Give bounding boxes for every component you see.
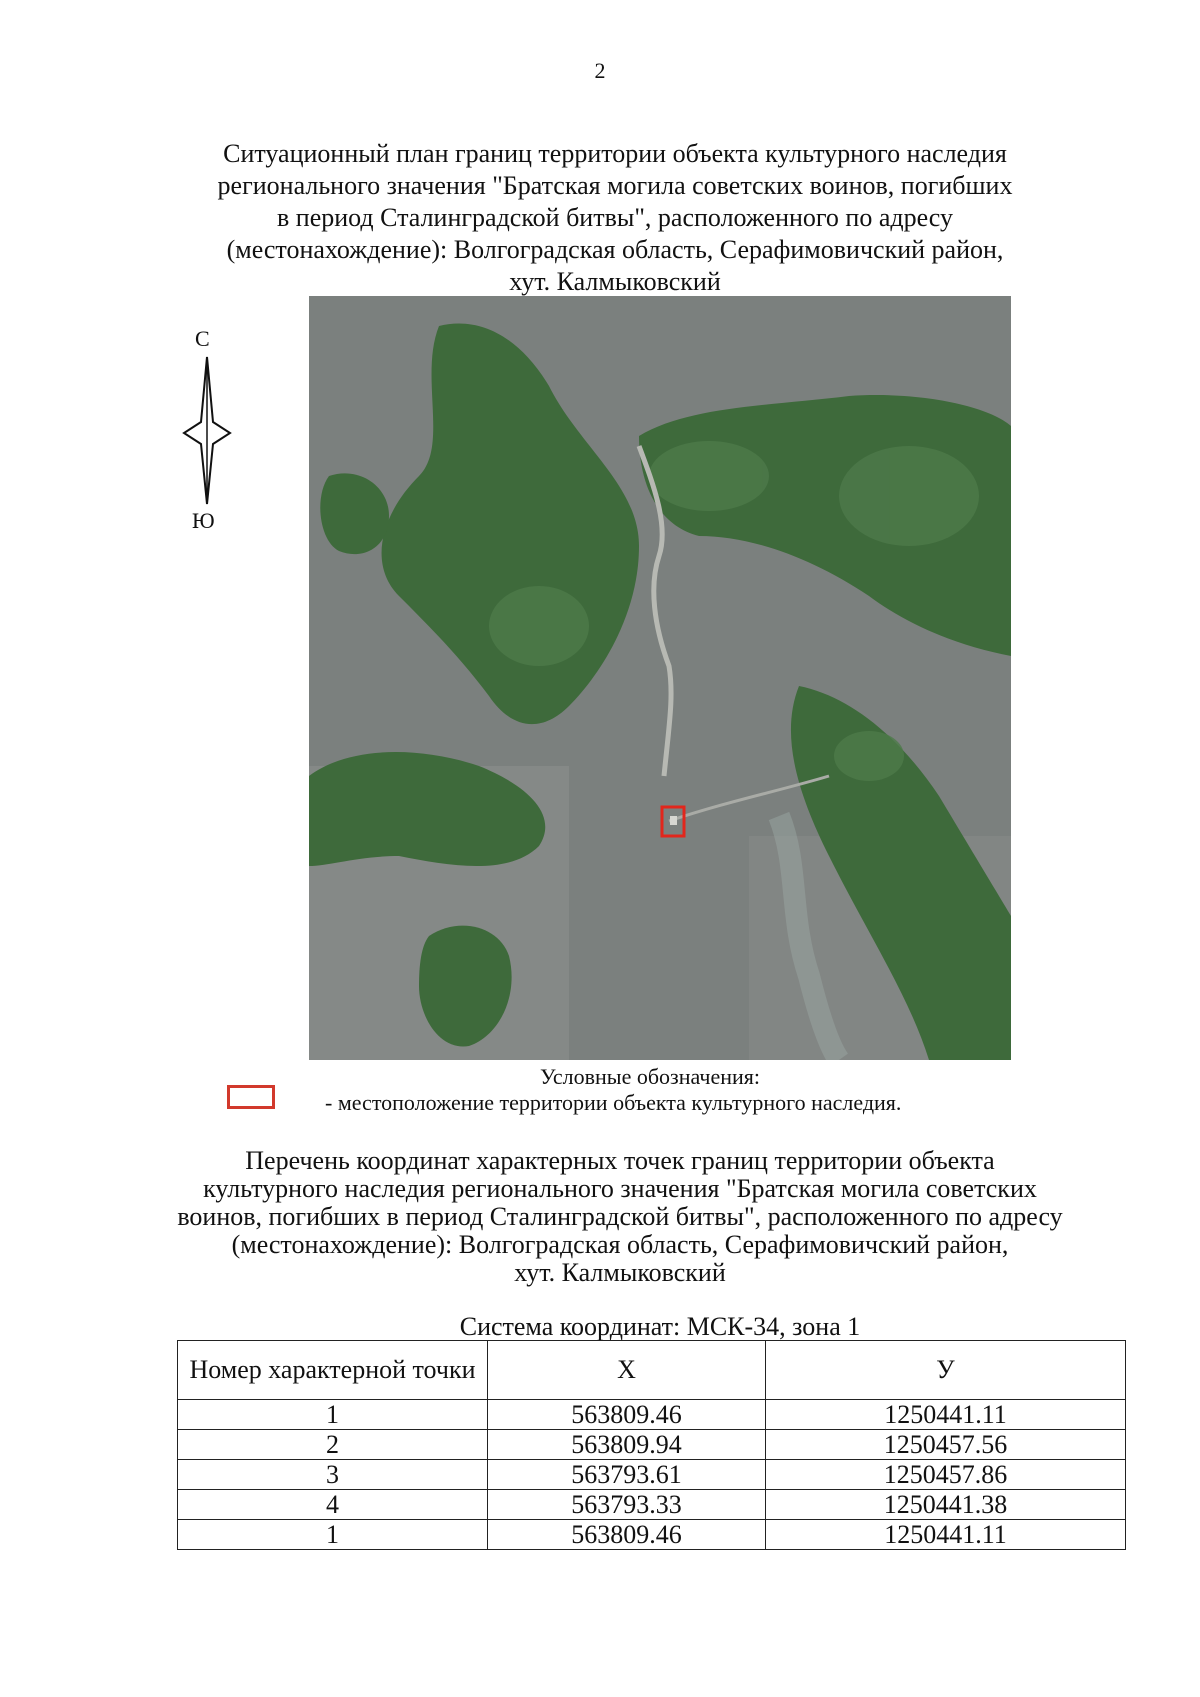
cell-point: 4 bbox=[178, 1490, 488, 1520]
legend-marker-swatch bbox=[227, 1085, 275, 1109]
plan-title-line: регионального значения "Братская могила советских воинов, погибших bbox=[217, 171, 1013, 200]
cell-y: 1250457.86 bbox=[766, 1460, 1126, 1490]
table-row bbox=[178, 1490, 1126, 1520]
table-row bbox=[178, 1400, 1126, 1430]
plan-title bbox=[180, 138, 1050, 298]
cell-x: 563809.94 bbox=[488, 1430, 766, 1460]
header-y: У bbox=[766, 1341, 1126, 1400]
coordinates-title-line: хут. Калмыковский bbox=[514, 1258, 726, 1287]
legend-title: Условные обозначения: bbox=[539, 1064, 761, 1089]
table-row bbox=[178, 1520, 1126, 1550]
cell-point: 1 bbox=[178, 1520, 488, 1550]
table-header-row bbox=[178, 1341, 1126, 1400]
coordinates-title-line: воинов, погибших в период Сталинградской битвы", расположенного по адресу bbox=[177, 1202, 1063, 1231]
cell-y: 1250457.56 bbox=[766, 1430, 1126, 1460]
coordinates-title-line: культурного наследия регионального значения "Братская могила советских bbox=[203, 1174, 1037, 1203]
compass-south-label: Ю bbox=[192, 508, 215, 533]
compass-north-label: С bbox=[195, 326, 210, 351]
coordinates-table bbox=[177, 1340, 1126, 1550]
cell-point: 1 bbox=[178, 1400, 488, 1430]
satellite-map-image bbox=[309, 296, 1011, 1060]
cell-y: 1250441.11 bbox=[766, 1520, 1126, 1550]
satellite-map bbox=[309, 296, 1011, 1060]
cell-y: 1250441.11 bbox=[766, 1400, 1126, 1430]
plan-title-line: Ситуационный план границ территории объекта культурного наследия bbox=[223, 139, 1007, 168]
legend-item-label: - местоположение территории объекта культурного наследия. bbox=[325, 1090, 902, 1115]
plan-title-line: в период Сталинградской битвы", расположенного по адресу bbox=[277, 203, 953, 232]
cell-y: 1250441.38 bbox=[766, 1490, 1126, 1520]
cell-x: 563809.46 bbox=[488, 1400, 766, 1430]
table-row bbox=[178, 1430, 1126, 1460]
cell-x: 563793.33 bbox=[488, 1490, 766, 1520]
plan-title-line: хут. Калмыковский bbox=[509, 267, 721, 296]
table-row bbox=[178, 1460, 1126, 1490]
header-x: X bbox=[488, 1341, 766, 1400]
coordinates-title-line: (местонахождение): Волгоградская область, Серафимовичский район, bbox=[231, 1230, 1009, 1259]
plan-title-line: (местонахождение): Волгоградская область, Серафимовичский район, bbox=[226, 235, 1004, 264]
header-point-number: Номер характерной точки bbox=[178, 1341, 488, 1400]
coordinates-title-line: Перечень координат характерных точек границ территории объекта bbox=[245, 1146, 995, 1175]
cell-point: 3 bbox=[178, 1460, 488, 1490]
cell-x: 563793.61 bbox=[488, 1460, 766, 1490]
coordinates-title bbox=[160, 1147, 1080, 1287]
cell-x: 563809.46 bbox=[488, 1520, 766, 1550]
page-number: 2 bbox=[594, 58, 606, 83]
cell-point: 2 bbox=[178, 1430, 488, 1460]
coordinate-system-caption: Система координат: МСК-34, зона 1 bbox=[459, 1312, 861, 1341]
